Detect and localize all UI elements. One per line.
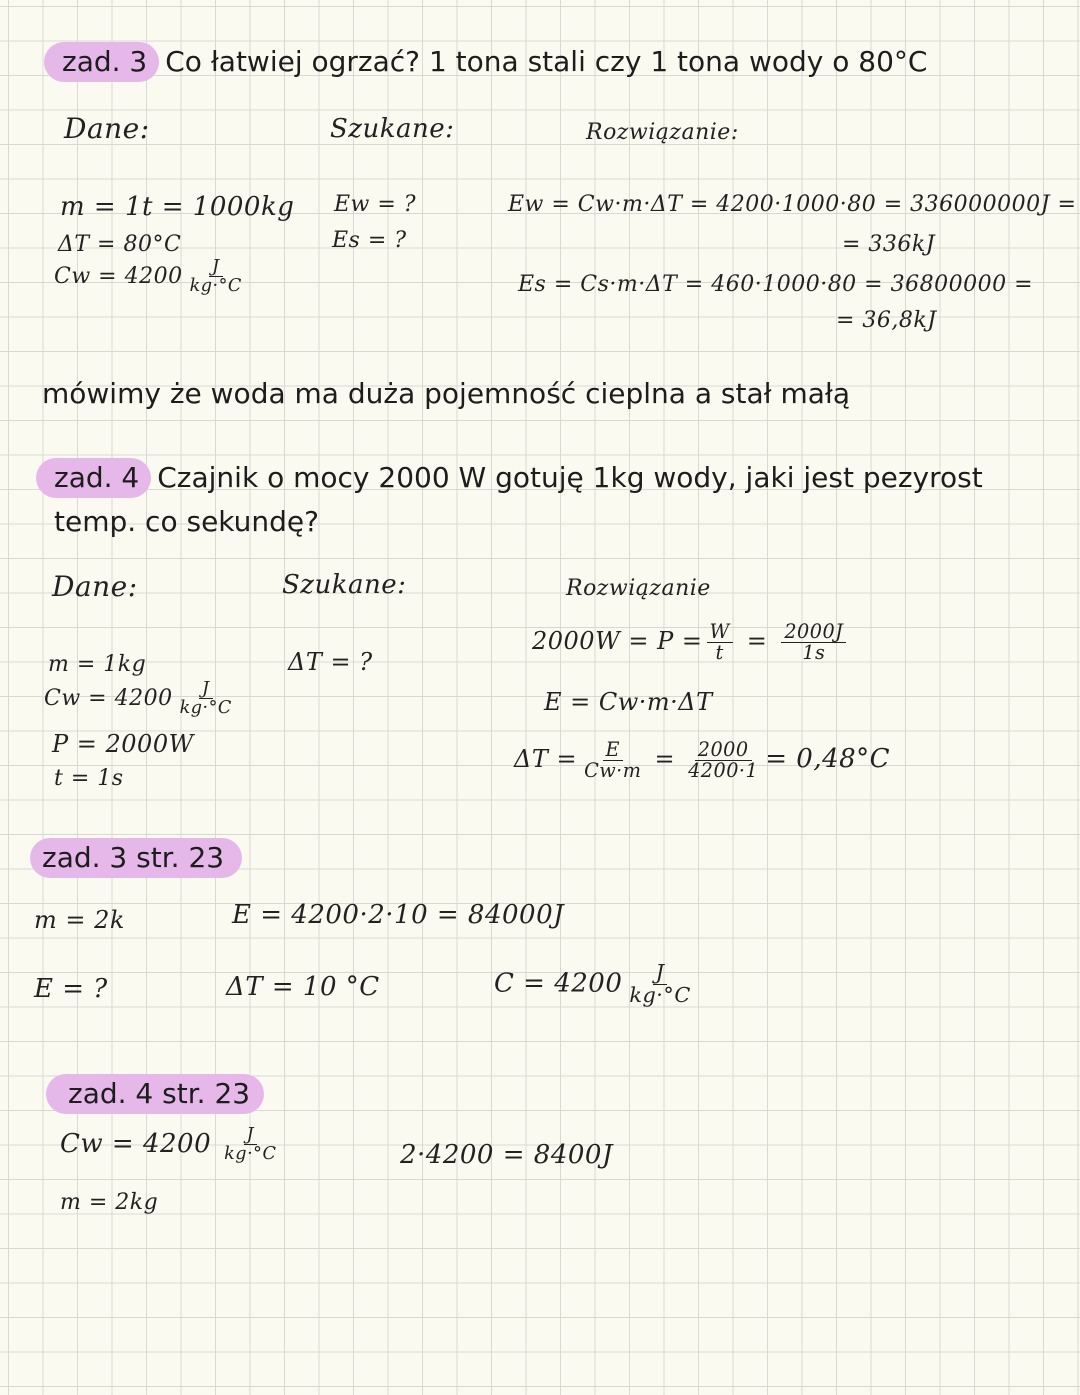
zad4-str23-cw	[60, 1126, 283, 1164]
fraction-numerator: W	[707, 622, 733, 643]
zad3-str23-m: m = 2k	[34, 906, 125, 934]
zad4-tag: zad. 4	[36, 458, 151, 498]
zad3-cw-value: Cw = 4200	[54, 263, 183, 289]
zad3-str23-e-question: E = ?	[34, 974, 108, 1004]
zad4-question-line1: Czajnik o mocy 2000 W gotuję 1kg wody, jaki jest pezyrost	[157, 461, 983, 494]
unit-numerator: J	[244, 1126, 258, 1145]
zad4-dane-m: m = 1kg	[48, 652, 147, 677]
unit-denominator: kg·°C	[189, 276, 242, 297]
zad3-str23-dt: ΔT = 10 °C	[226, 972, 380, 1002]
zad3-question: Co łatwiej ogrzać? 1 tona stali czy 1 tona wody o 80°C	[165, 45, 928, 78]
zad3-solution-ew-kj: = 336kJ	[842, 232, 936, 257]
dt-fraction-1	[581, 740, 644, 781]
fraction-numerator: 2000	[695, 740, 752, 761]
zad4-solution-power	[532, 622, 850, 663]
dt-equals: =	[654, 745, 676, 774]
zad3-str23-heading	[30, 838, 248, 878]
zad3-dane-m: m = 1t = 1000kg	[60, 192, 295, 222]
zad4-question-line2: temp. co sekundę?	[54, 505, 320, 538]
zad4-dane-label: Dane:	[52, 570, 138, 603]
c-unit	[626, 962, 693, 1007]
fraction-denominator: t	[715, 641, 724, 665]
fraction-numerator: E	[603, 740, 624, 761]
zad3-cw-unit	[187, 258, 245, 296]
zad3-dane-cw	[54, 258, 249, 296]
zad4-rozwiazanie-label: Rozwiązanie	[566, 576, 711, 601]
zad4-str23-calc: 2·4200 = 8400J	[400, 1140, 613, 1170]
zad4-heading	[36, 458, 983, 498]
cw-unit	[221, 1126, 279, 1164]
c-value: C = 4200	[494, 968, 623, 999]
power-equals: =	[746, 627, 768, 656]
zad4-dane-p: P = 2000W	[52, 730, 194, 758]
dt-lhs: ΔT =	[514, 745, 578, 774]
zad4-solution-dt	[514, 740, 890, 781]
zad4-dane-cw	[44, 680, 239, 718]
dt-result: = 0,48°C	[765, 744, 891, 775]
power-lhs: 2000W = P =	[532, 627, 703, 656]
zad3-tag: zad. 3	[44, 42, 159, 82]
zad4-cw-unit	[177, 680, 235, 718]
unit-denominator: kg·°C	[224, 1144, 277, 1165]
zad4-cw-value: Cw = 4200	[44, 685, 173, 711]
unit-numerator: J	[199, 680, 213, 699]
fraction-denominator: 4200·1	[688, 759, 759, 783]
zad3-szukane-label: Szukane:	[330, 114, 455, 144]
fraction-denominator: 1s	[802, 641, 826, 665]
fraction-denominator: Cw·m	[584, 759, 642, 783]
zad4-str23-tag: zad. 4 str. 23	[46, 1074, 264, 1114]
fraction-numerator: 2000J	[781, 622, 846, 643]
zad4-str23-m: m = 2kg	[60, 1190, 159, 1215]
zad4-str23-heading	[46, 1074, 270, 1114]
zad4-szukane-dt: ΔT = ?	[288, 648, 373, 676]
zad3-heading	[44, 42, 927, 82]
unit-numerator: J	[653, 962, 668, 985]
zad3-solution-es-kj: = 36,8kJ	[836, 308, 937, 333]
zad4-szukane-label: Szukane:	[282, 570, 407, 600]
cw-value: Cw = 4200	[60, 1128, 212, 1159]
zad3-szukane-es: Es = ?	[332, 228, 407, 253]
dt-fraction-2	[685, 740, 761, 781]
zad4-dane-t: t = 1s	[54, 766, 124, 791]
unit-denominator: kg·°C	[179, 698, 232, 719]
unit-denominator: kg·°C	[629, 982, 691, 1007]
zad3-szukane-ew: Ew = ?	[334, 192, 417, 217]
zad3-str23-c	[494, 962, 698, 1007]
unit-numerator: J	[209, 258, 223, 277]
zad3-dane-dt: ΔT = 80°C	[58, 232, 182, 257]
power-fraction-2	[781, 622, 846, 663]
power-fraction-1	[707, 622, 733, 663]
zad3-solution-es: Es = Cs·m·ΔT = 460·1000·80 = 36800000 =	[518, 272, 1034, 297]
zad4-solution-energy: E = Cw·m·ΔT	[544, 688, 713, 716]
zad3-str23-tag: zad. 3 str. 23	[30, 838, 242, 878]
zad3-solution-ew: Ew = Cw·m·ΔT = 4200·1000·80 = 336000000J =	[508, 192, 1077, 217]
conclusion-text: mówimy że woda ma duża pojemność cieplna a stał małą	[42, 377, 851, 410]
zad3-dane-label: Dane:	[64, 112, 150, 145]
zad3-rozwiazanie-label: Rozwiązanie:	[586, 120, 739, 145]
zad3-str23-energy: E = 4200·2·10 = 84000J	[232, 900, 565, 930]
